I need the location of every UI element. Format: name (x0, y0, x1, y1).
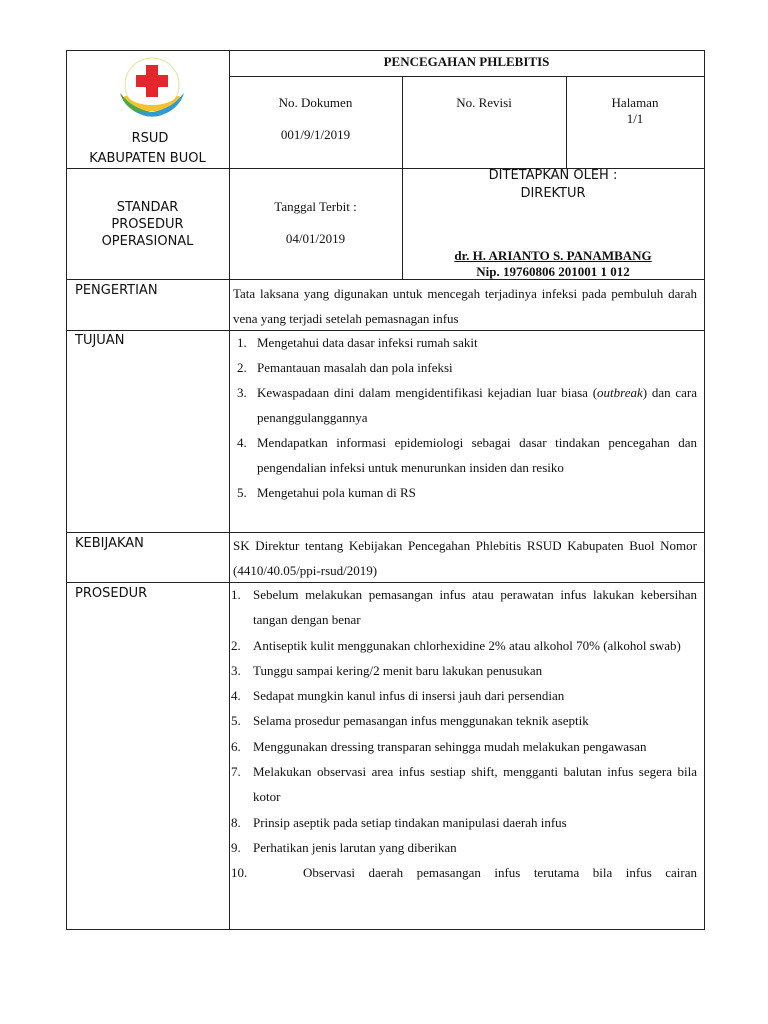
org-name-line1: RSUD (131, 131, 169, 146)
hospital-logo (112, 55, 192, 130)
signer-name: dr. H. ARIANTO S. PANAMBANG (454, 248, 652, 263)
prosedur-item: 2. Antiseptik kulit menggunakan chlorhexidine 2% atau alkohol 70% (alkohol swab) (231, 637, 681, 653)
pengertian-label: PENGERTIAN (75, 283, 158, 298)
prosedur-item: 9. Perhatikan jenis larutan yang diberikan (231, 839, 457, 855)
established-by-line2: DIREKTUR (520, 186, 586, 201)
kebijakan-text: SK Direktur tentang Kebijakan Pencegahan Phlebitis RSUD Kabupaten Buol Nomor (4410/40.05/ppi-rsud/2019) (233, 538, 697, 578)
pengertian-text: Tata laksana yang digunakan untuk mencegah terjadinya infeksi pada pembuluh darah vena yang terjadi setelah pemasnagan infus (233, 286, 697, 326)
issue-date-value: 04/01/2019 (285, 231, 346, 246)
prosedur-label: PROSEDUR (75, 586, 148, 601)
org-name-line2: KABUPATEN BUOL (89, 151, 206, 166)
revision-label: No. Revisi (456, 95, 512, 110)
document-title: PENCEGAHAN PHLEBITIS (383, 54, 550, 69)
signer-nip: Nip. 19760806 201001 1 012 (476, 264, 630, 279)
tujuan-item: 2. Pemantauan masalah dan pola infeksi (237, 360, 453, 375)
prosedur-item: 8. Prinsip aseptik pada setiap tindakan manipulasi daerah infus (231, 814, 567, 830)
doc-number-label: No. Dokumen (278, 95, 353, 110)
page-value: 1/1 (626, 111, 644, 126)
tujuan-item: 4. Mendapatkan informasi epidemiologi sebagai dasar tindakan pencegahan dan pengendalian infeksi untuk menurunkan insiden dan resiko (237, 435, 697, 475)
kebijakan-label: KEBIJAKAN (75, 536, 144, 551)
prosedur-list (231, 582, 697, 886)
prosedur-item: 6. Menggunakan dressing transparan sehingga mudah melakukan pengawasan (231, 738, 647, 754)
tujuan-item: 1. Mengetahui data dasar infeksi rumah sakit (237, 335, 478, 350)
prosedur-item: 4. Sedapat mungkin kanul infus di insersi jauh dari persendian (231, 688, 565, 704)
sop-label-line2: PROSEDUR (111, 217, 184, 232)
issue-date-label: Tanggal Terbit : (274, 199, 357, 214)
tujuan-list (231, 330, 697, 505)
doc-number-value: 001/9/1/2019 (280, 127, 351, 142)
prosedur-item: 10. Observasi daerah pemasangan infus terutama bila infus cairan (231, 865, 697, 881)
page-label: Halaman (611, 95, 659, 110)
sop-label-line1: STANDAR (116, 200, 179, 215)
prosedur-item: 7. Melakukan observasi area infus sestiap shift, mengganti balutan infus segera bila kotor (231, 764, 697, 805)
tujuan-label: TUJUAN (75, 333, 125, 348)
tujuan-item: 3. Kewaspadaan dini dalam mengidentifikasi kejadian luar biasa (outbreak) dan cara penanggulanggannya (237, 385, 697, 425)
red-cross-hands-logo-icon (112, 55, 192, 130)
prosedur-item: 5. Selama prosedur pemasangan infus menggunakan teknik aseptik (231, 713, 589, 729)
prosedur-item: 1. Sebelum melakukan pemasangan infus atau perawatan infus lakukan kebersihan tangan dengan benar (231, 587, 697, 628)
prosedur-item: 3. Tunggu sampai kering/2 menit baru lakukan penusukan (231, 662, 543, 678)
tujuan-item: 5. Mengetahui pola kuman di RS (237, 485, 416, 500)
sop-label-line3: OPERASIONAL (101, 234, 194, 249)
established-by-line1: DITETAPKAN OLEH : (488, 168, 618, 183)
